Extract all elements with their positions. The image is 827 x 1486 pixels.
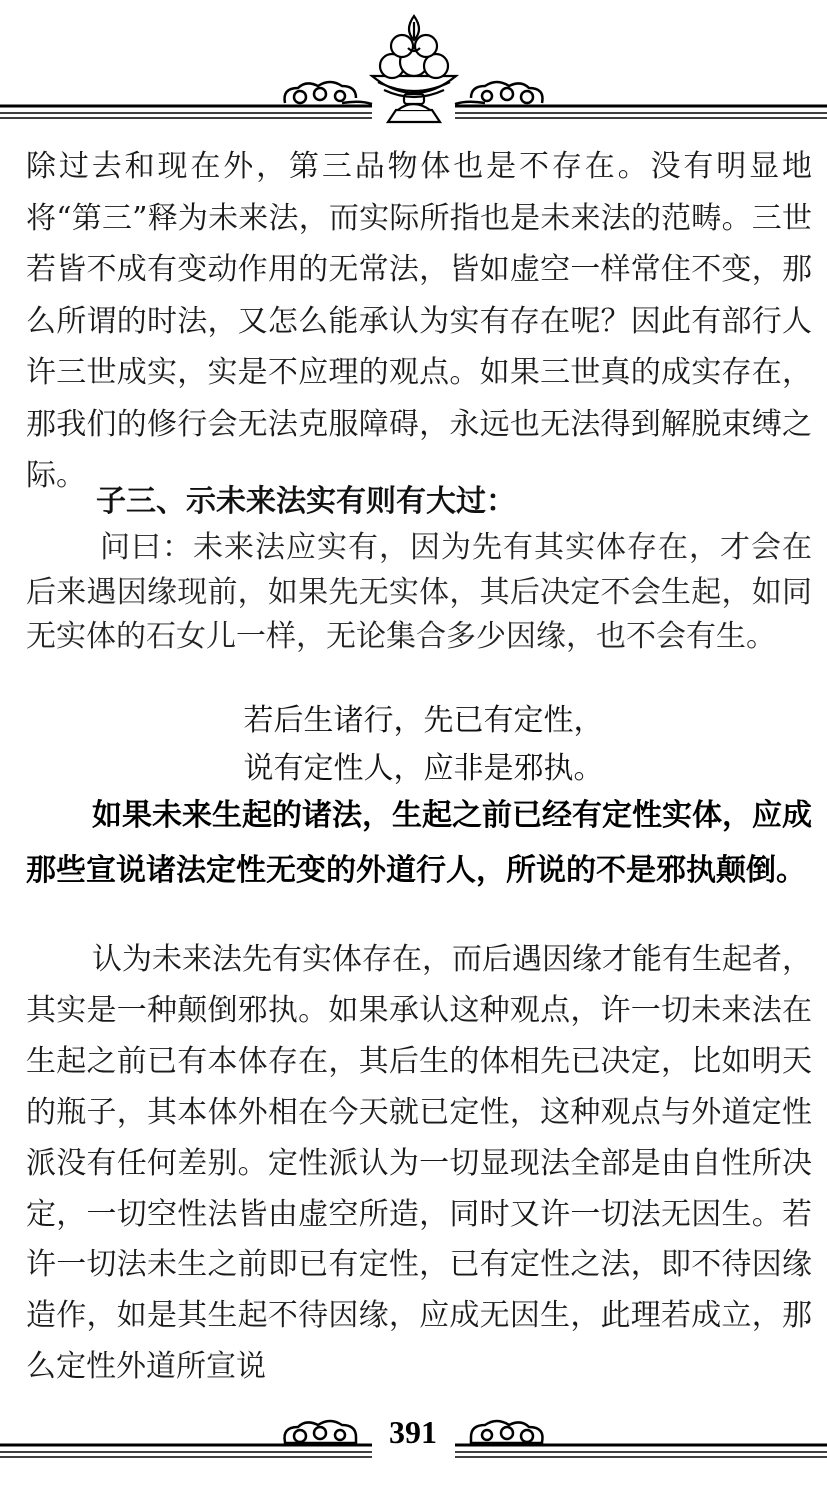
section-heading: 子三、示未来法实有则有大过： [96,484,516,519]
header-ornament [0,0,827,135]
footer-rule-left [0,1445,372,1457]
header-rule-left [0,106,372,118]
verse-line-1: 若后生诸行，先已有定性， [243,703,604,738]
footer-rule-right [455,1445,827,1457]
footer-cloud-right-icon [471,1421,542,1443]
cloud-scroll-left-icon [285,82,372,104]
intro-text: 除过去和现在外，第三品物体也是不存在。没有明显地将“第三”释为未来法，而实际所指也是未来法的范畴。三世若皆不成有变动作用的无常法，皆如虚空一样常住不变，那么所谓的时法，又怎么能承认为实有存在呢？因此有部行人许三世成实，实是不应理的观点。如果三世真的成实存在，那我们的修行会无法克服障碍，永远也无法得到解脱束缚之际。 [26,149,812,493]
intro-paragraph [26,141,812,502]
page-number: 391 [389,1414,437,1450]
commentary-text: 认为未来法先有实体存在，而后遇因缘才能有生起者，其实是一种颠倒邪执。如果承认这种观点，许一切未来法在生起之前已有本体存在，其后生的体相先已决定，比如明天的瓶子，其本体外相在今天就已定性，这种观点与外道定性派没有任何差别。定性派认为一切显现法全部是由自性所决定，一切空性法皆由虚空所造，同时又许一切法无因生。若许一切法未生之前即已有定性，已有定性之法，即不待因缘造作，如是其生起不待因缘，应成无因生，此理若成立，那么定性外道所宣说 [26,942,812,1385]
question-paragraph [26,526,812,660]
question-text: 问曰：未来法应实有，因为先有其实体存在，才会在后来遇因缘现前，如果先无实体，其后决定不会生起，如同无实体的石女儿一样，无论集合多少因缘，也不会有生。 [26,530,812,655]
commentary-paragraph [26,935,812,1393]
offering-bowl-icon [372,16,456,122]
verse-explanation-text: 如果未来生起的诸法，生起之前已经有定性实体，应成那些宣说诸法定性无变的外道行人，所说的不是邪执颠倒。 [26,798,812,888]
verse-explanation [26,788,812,898]
verse-line-2: 说有定性人，应非是邪执。 [243,751,604,786]
footer-cloud-left-icon [285,1421,356,1443]
root-verse [0,697,827,793]
header-rule-right [455,106,827,118]
cloud-scroll-right-icon [455,82,542,104]
